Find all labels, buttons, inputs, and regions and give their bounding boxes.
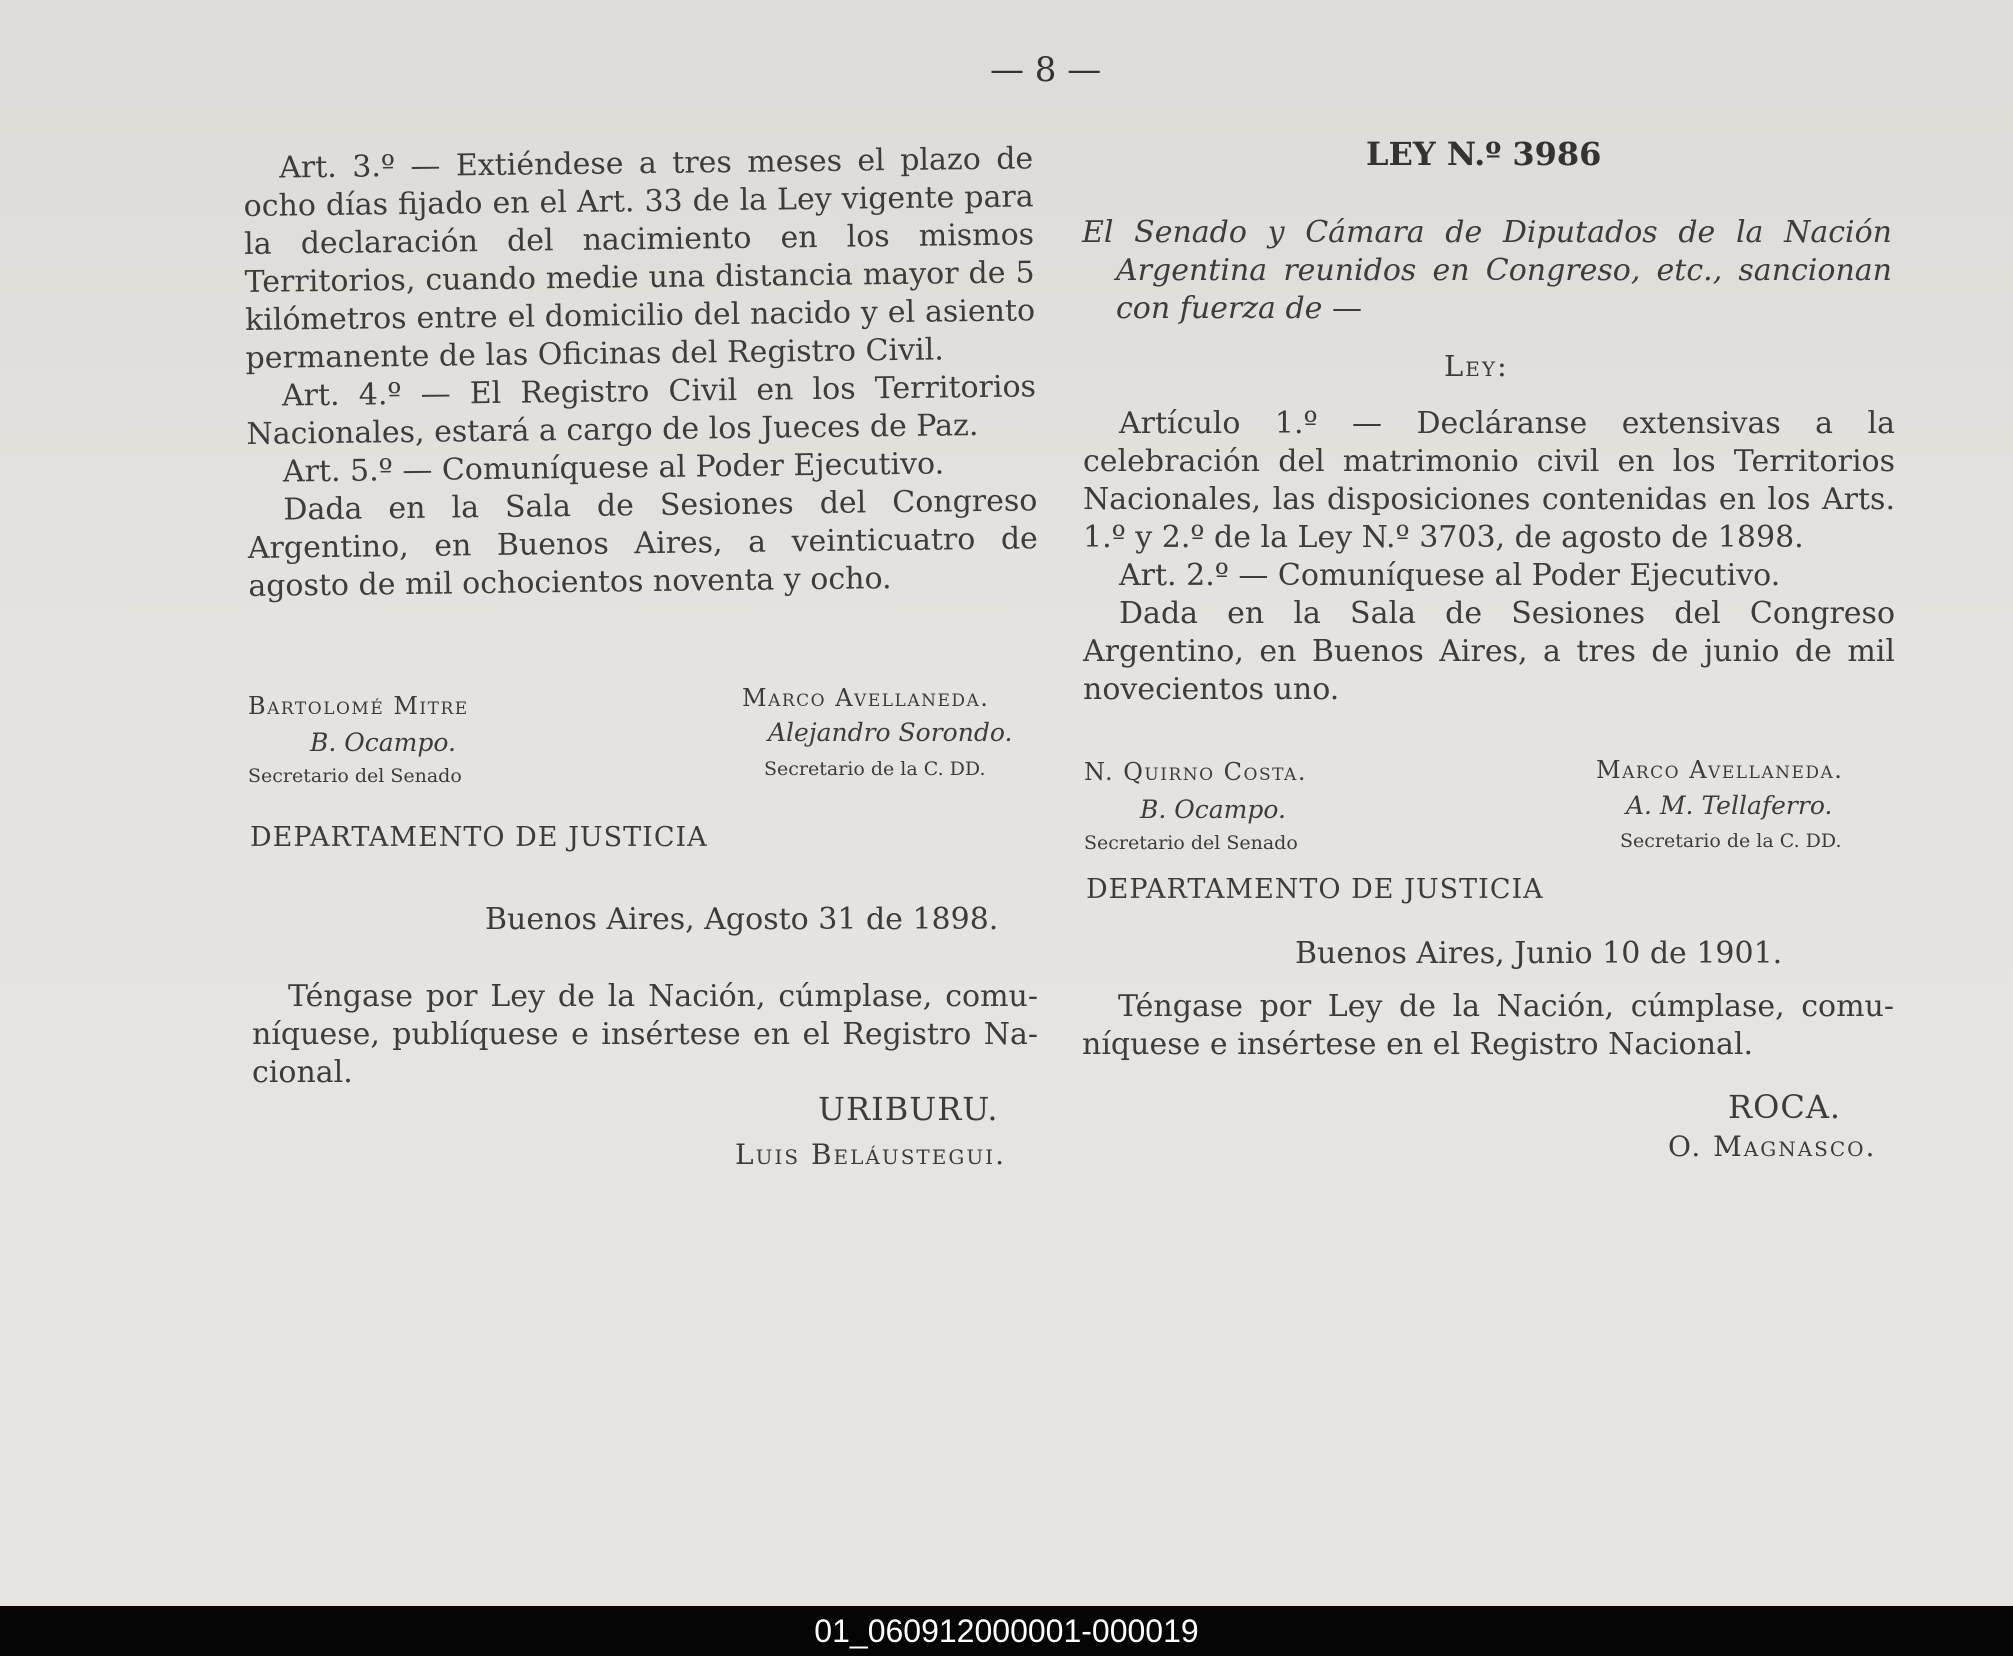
article-1-paragraph: Artículo 1.º — Decláranse extensivas a la celebración del matrimonio civil en los Territorios Nacionales, las disposiciones contenidas en los Arts. 1.º y 2.º de la Ley N.º 3703, de agosto de 1898. — [1083, 406, 1895, 555]
signature-chamber-president: Marco Avellaneda. — [1596, 756, 1844, 784]
signature-senate-president: N. Quirno Costa. — [1084, 758, 1307, 786]
signature-chamber-secretary: A. M. Tellaferro. — [1626, 791, 1833, 820]
department-heading: DEPARTAMENTO DE JUSTICIA — [1086, 874, 1544, 905]
left-column-articles — [243, 140, 1039, 606]
tengase-line: Téngase por Ley de la Nación, cúmplase, comu- — [1118, 989, 1894, 1024]
decree-date: Buenos Aires, Agosto 31 de 1898. — [485, 902, 999, 937]
article-5-paragraph: Art. 5.º — Comuníquese al Poder Ejecutivo. — [282, 446, 945, 490]
tengase-paragraph — [1082, 988, 1894, 1064]
decree-date: Buenos Aires, Junio 10 de 1901. — [1295, 936, 1783, 971]
minister-signature: O. Magnasco. — [1668, 1130, 1877, 1163]
tengase-paragraph — [252, 978, 1038, 1092]
tengase-line: níquese e insértese en el Registro Nacional. — [1082, 1027, 1754, 1062]
signature-chamber-role: Secretario de la C. DD. — [1620, 830, 1842, 852]
dada-paragraph: Dada en la Sala de Sesiones del Congreso Argentino, en Buenos Aires, a tres de junio de mil novecientos uno. — [1083, 596, 1895, 707]
page-number: — 8 — — [990, 50, 1102, 90]
signature-senate-role: Secretario del Senado — [248, 765, 462, 787]
signature-senate-secretary: B. Ocampo. — [310, 728, 456, 757]
president-signature: URIBURU. — [818, 1090, 999, 1128]
signature-chamber-president: Marco Avellaneda. — [742, 684, 990, 712]
scan-id-text: 01_060912000001-000019 — [814, 1613, 1199, 1649]
enacting-line: con fuerza de — — [1116, 291, 1362, 326]
president-signature: ROCA. — [1728, 1088, 1842, 1126]
tengase-line: Téngase por Ley de la Nación, cúmplase, comu- — [288, 979, 1038, 1014]
signature-senate-secretary: B. Ocampo. — [1140, 795, 1286, 824]
ley-label: Ley: — [1444, 349, 1509, 383]
article-3-paragraph: Art. 3.º — Extiéndese a tres meses el plazo de ocho días fijado en el Art. 33 de la Ley vigente para la declaración del nacimiento en los mismos Territorios, cuando medie una distancia mayor de 5 kilómetros entre el domicilio del nacido y el asiento permanente de las Oficinas del Registro Civil. — [243, 141, 1036, 376]
article-4-paragraph: Art. 4.º — El Registro Civil en los Territorios Nacionales, estará a cargo de los Jueces de Paz. — [246, 369, 1037, 452]
signature-chamber-secretary: Alejandro Sorondo. — [768, 718, 1013, 747]
minister-signature: Luis Beláustegui. — [735, 1138, 1006, 1171]
signature-senate-president: Bartolomé Mitre — [248, 692, 469, 720]
enacting-line: Argentina reunidos en Congreso, etc., sancionan — [1116, 253, 1892, 288]
tengase-line: cional. — [252, 1055, 353, 1090]
enacting-formula — [1082, 214, 1892, 328]
signature-chamber-role: Secretario de la C. DD. — [764, 758, 986, 780]
department-heading: DEPARTAMENTO DE JUSTICIA — [250, 822, 708, 853]
dada-paragraph: Dada en la Sala de Sesiones del Congreso Argentino, en Buenos Aires, a veinticuatro de agosto de mil ochocientos noventa y ocho. — [247, 483, 1039, 604]
law-title: LEY N.º 3986 — [1366, 135, 1602, 173]
signature-senate-role: Secretario del Senado — [1084, 832, 1298, 854]
enacting-line: El Senado y Cámara de Diputados de la Nación — [1082, 215, 1892, 250]
scan-id-bar — [0, 1606, 2013, 1656]
article-2-paragraph: Art. 2.º — Comuníquese al Poder Ejecutivo. — [1119, 558, 1781, 593]
right-column-articles — [1083, 405, 1895, 709]
tengase-line: níquese, publíquese e insértese en el Registro Na- — [252, 1017, 1038, 1052]
